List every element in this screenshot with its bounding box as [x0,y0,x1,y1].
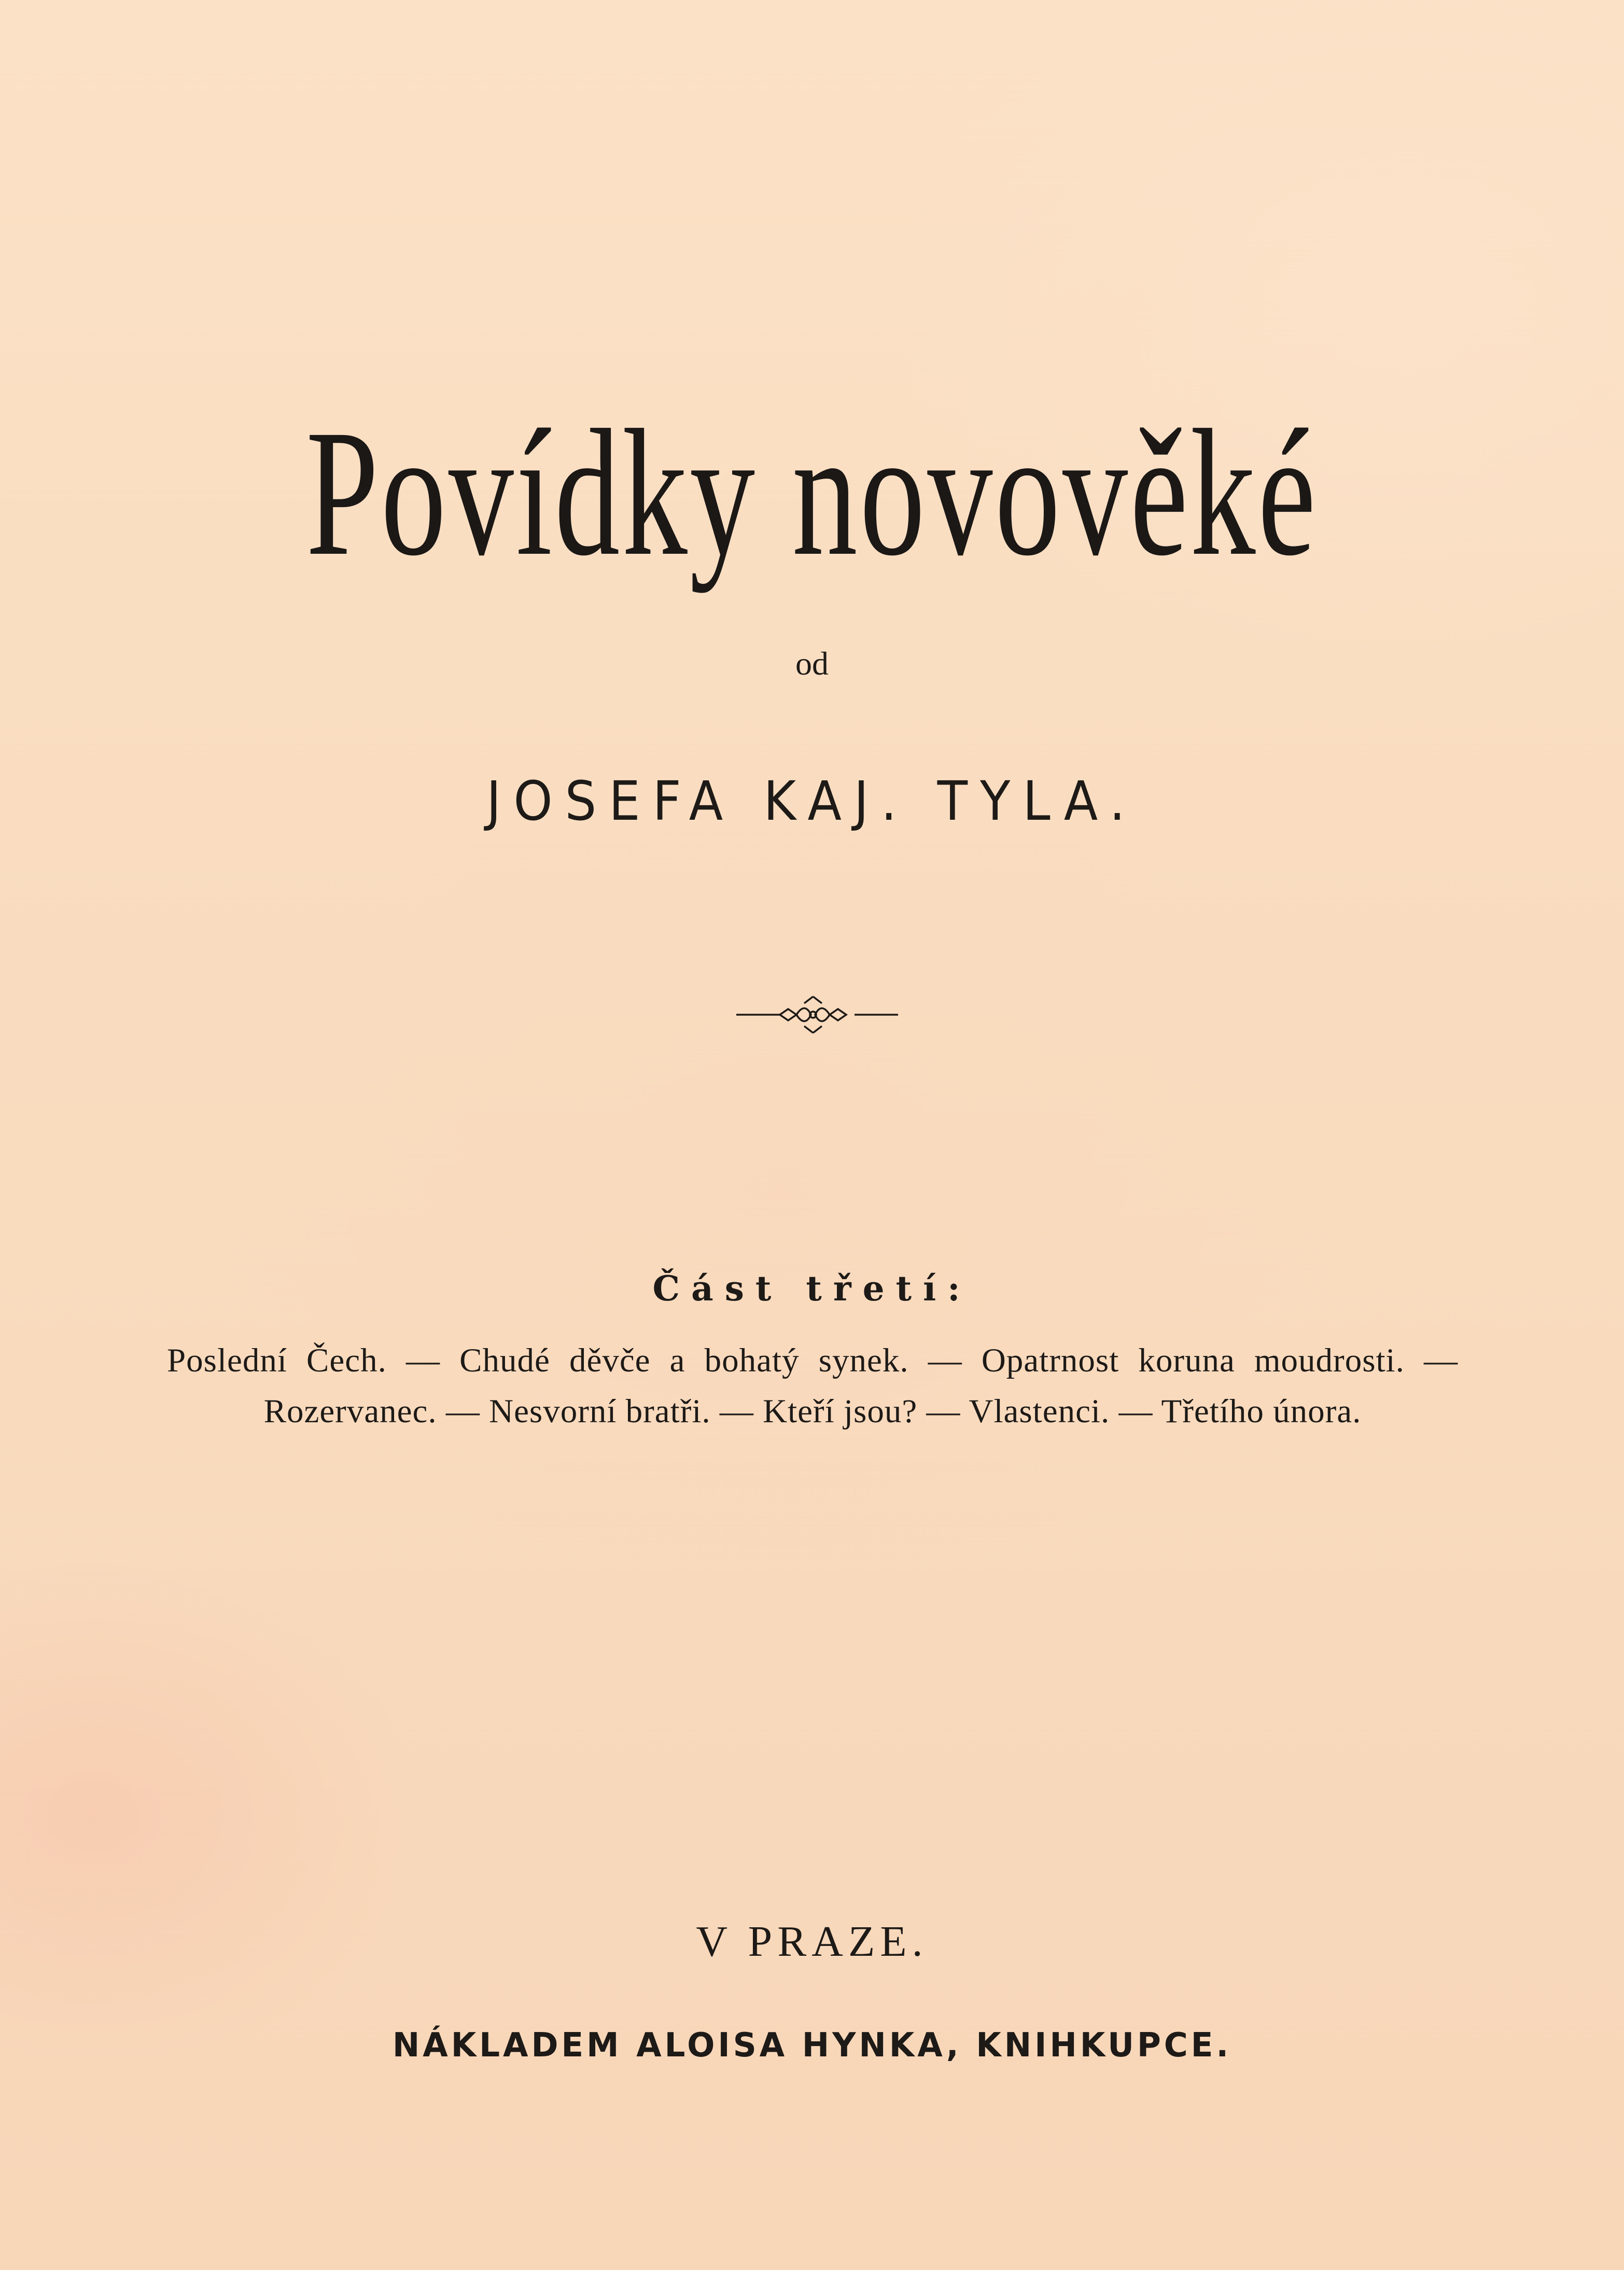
by-line: od [795,645,829,682]
ornament-divider-icon [734,991,900,1038]
part-heading: Část třetí: [652,1268,972,1309]
author-name: JOSEFA KAJ. TYLA. [486,769,1138,833]
publisher-line: NÁKLADEM ALOISA HYNKA, KNIHKUPCE. [392,2026,1232,2065]
contents-list: Poslední Čech. — Chudé děvče a bohatý synek. — Opatrnost koruna moudrosti. — Rozervanec. — Nesvorní bratři. — Kteří jsou? — Vlastenci. — Třetího února. [167,1342,1458,1430]
place-of-publication: V PRAZE. [696,1917,928,1966]
book-title: Povídky novověké [306,392,1318,593]
